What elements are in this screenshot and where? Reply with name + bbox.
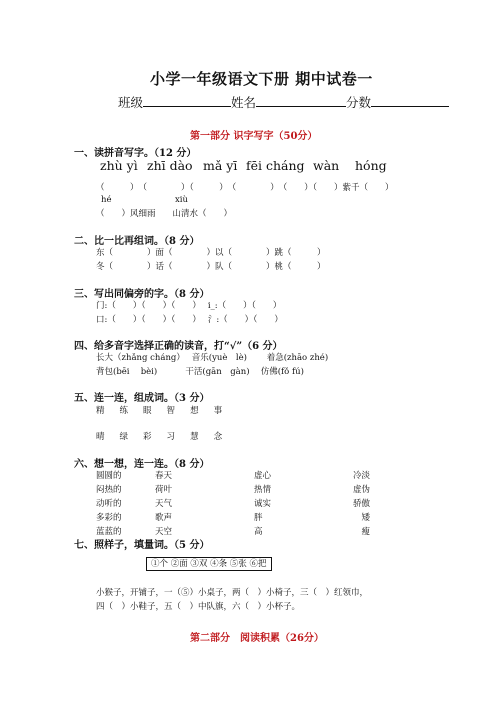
q7-row-1[interactable]: 小猴子，开铺子，一（⑤）小桌子，两（ ）小椅子，三（ ）红领巾， <box>96 588 369 598</box>
q1-blanks-row[interactable]: （ ） （ ）（ ） （ ） （ ）（ ）紫千（ ） <box>96 183 394 193</box>
q5-char[interactable]: 彩 <box>143 432 152 442</box>
q5-char[interactable]: 精 <box>96 406 105 416</box>
q1-pinyin-xiu: xiù <box>175 195 188 205</box>
q6-right2-item[interactable]: 骄傲 <box>352 499 370 509</box>
q6-right1-item[interactable]: 胖 <box>254 513 263 523</box>
q7-row-2[interactable]: 四（ ）小鞋子，五（ ）中队旗，六（ ）小杯子。 <box>96 602 301 612</box>
q5-char[interactable]: 慧 <box>190 432 199 442</box>
q1-pinyin-2: zhī dào <box>147 158 193 173</box>
q5-char[interactable]: 事 <box>213 406 223 416</box>
q5-row-1 <box>96 404 222 416</box>
q6-right2-item[interactable]: 瘦 <box>361 527 370 537</box>
q7-title: 七、照样子，填量词。（5 分） <box>74 540 210 551</box>
q1-pinyin-6: hóng <box>355 158 387 173</box>
q6-mid-item[interactable]: 春天 <box>155 471 173 481</box>
q6-mid-item[interactable]: 荷叶 <box>155 485 173 495</box>
q1-pinyin-1: zhù yì <box>100 158 138 173</box>
q6-right2-item[interactable]: 冷淡 <box>352 471 370 481</box>
q6-right2-col <box>350 469 370 539</box>
name-label: 姓名 <box>231 95 257 110</box>
q6-left-item[interactable]: 闷热的 <box>96 485 122 495</box>
q6-left-item[interactable]: 圆圆的 <box>96 471 122 481</box>
q1-title: 一、读拼音写字。（12 分） <box>74 148 197 159</box>
q1-pinyin-4: fēi cháng <box>246 158 305 173</box>
q5-title: 五、连一连，组成词。（3 分） <box>74 393 210 404</box>
q5-char[interactable]: 想 <box>190 406 199 416</box>
q6-right2-item[interactable]: 矮 <box>361 513 370 523</box>
q1-idiom-row[interactable]: （ ）风细雨 山清水（ ） <box>96 209 233 219</box>
q3-row-1[interactable]: 门:（ ）（ ）（ ） i_:（ ）（ ） <box>96 301 282 311</box>
q5-char[interactable]: 练 <box>119 406 129 416</box>
q4-row-1[interactable]: 长大（zhǎng cháng） 音乐(yuè lè) 着急(zhāo zhé) <box>96 353 329 363</box>
q5-char[interactable]: 念 <box>213 432 223 442</box>
q6-right1-col <box>254 469 271 539</box>
q1-pinyin-3: mǎ yī <box>203 158 238 173</box>
q1-pinyin-5: wàn <box>313 158 340 173</box>
q5-char[interactable]: 绿 <box>119 432 129 442</box>
q3-title: 三、写出同偏旁的字。（8 分） <box>74 289 210 300</box>
q6-left-item[interactable]: 多彩的 <box>96 513 122 523</box>
score-label: 分数 <box>346 95 372 110</box>
q6-right1-item[interactable]: 热情 <box>254 485 272 495</box>
part1-heading: 第一部分 识字写字（50分） <box>190 131 318 142</box>
q5-char[interactable]: 眼 <box>143 406 152 416</box>
q2-row-1[interactable]: 东（ ）面（ ）以（ ）跳（ ） <box>96 248 326 258</box>
q2-title: 二、比一比再组词。（8 分） <box>74 236 200 247</box>
q4-row-2[interactable]: 背包(bēi bèi) 干活(gān gàn) 仿佛(fǒ fú) <box>96 367 304 377</box>
q5-char[interactable]: 智 <box>166 406 176 416</box>
q6-title: 六、想一想，连一连。（8 分） <box>74 459 210 470</box>
page-title: 小学一年级语文下册 期中试卷一 <box>150 70 373 88</box>
student-info-row <box>118 93 449 111</box>
q6-mid-col <box>155 469 172 539</box>
q6-left-item[interactable]: 动听的 <box>96 499 122 509</box>
q3-row-2[interactable]: 口:（ ）（ ）（ ） 氵:（ ）（ ） <box>96 315 283 325</box>
q6-right2-item[interactable]: 虚伪 <box>352 485 370 495</box>
q6-right1-item[interactable]: 诚实 <box>254 499 272 509</box>
q1-pinyin-he: hé <box>101 195 112 205</box>
q6-mid-item[interactable]: 歌声 <box>155 513 173 523</box>
q6-right1-item[interactable]: 高 <box>254 527 263 537</box>
q7-options-box: ①个 ②面 ③双 ④条 ⑤张 ⑥把 <box>146 557 272 571</box>
score-blank[interactable] <box>371 94 449 107</box>
q6-mid-item[interactable]: 天空 <box>155 527 173 537</box>
q5-char[interactable]: 晴 <box>96 432 105 442</box>
name-blank[interactable] <box>256 94 346 107</box>
class-label: 班级 <box>118 95 144 110</box>
q6-mid-item[interactable]: 天气 <box>155 499 173 509</box>
class-blank[interactable] <box>143 94 231 107</box>
q2-row-2[interactable]: 冬（ ）话（ ）队（ ）桃（ ） <box>96 262 326 272</box>
q5-row-2 <box>96 430 222 442</box>
q6-left-col <box>96 469 122 539</box>
part2-heading: 第二部分 阅读积累（26分） <box>190 633 324 644</box>
q4-title: 四、给多音字选择正确的读音，打“√”（6 分） <box>74 341 283 352</box>
q6-right1-item[interactable]: 虚心 <box>254 471 272 481</box>
q5-char[interactable]: 习 <box>166 432 176 442</box>
q6-left-item[interactable]: 蓝蓝的 <box>96 527 122 537</box>
